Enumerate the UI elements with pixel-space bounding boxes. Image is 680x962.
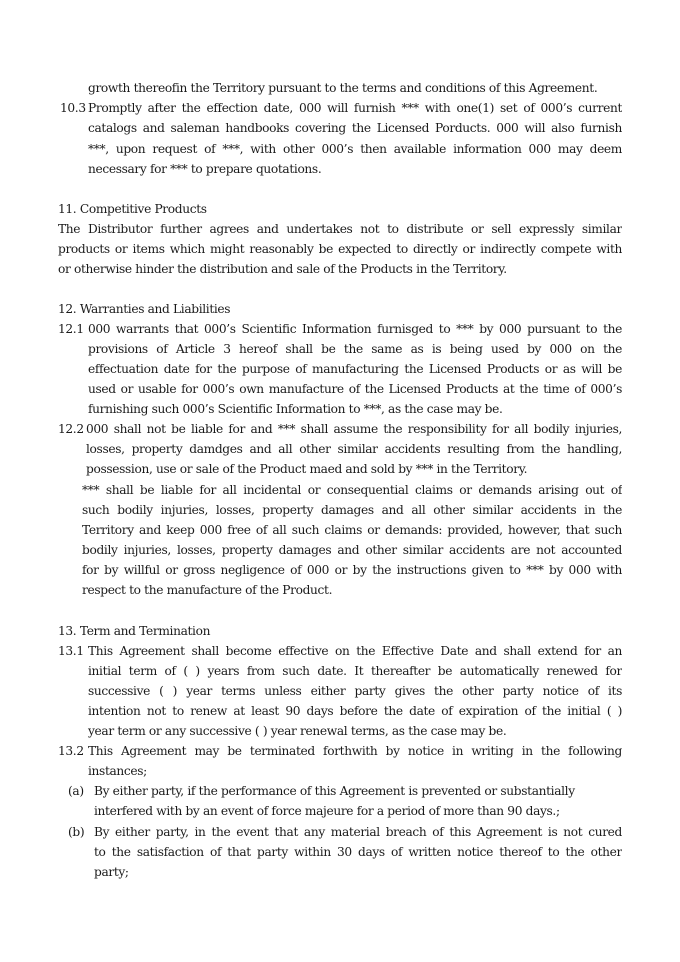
clause-13-1-line: This Agreement shall become effective on the Effective Date and shall extend for an xyxy=(88,644,622,658)
item-label-a: (a) xyxy=(68,784,84,798)
clause-number-12-2: 12.2 xyxy=(58,422,84,436)
clause-12-2-line: losses, property damdges and all other similar accidents resulting from the handling, xyxy=(86,442,622,456)
item-a-line: interfered with by an event of force majeure for a period of more than 90 days.; xyxy=(94,804,560,818)
clause-12-2-line: 000 shall not be liable for and *** shall assume the responsibility for all bodily injuries, xyxy=(86,422,622,436)
section-13-heading: 13. Term and Termination xyxy=(58,624,211,638)
clause-13-1-line: successive ( ) year terms unless either party gives the other party notice of its xyxy=(88,684,622,698)
clause-number-12-1: 12.1 xyxy=(58,322,84,336)
clause-12-2-para2-line: for by willful or gross negligence of 000 or by the instructions given to *** by 000 with xyxy=(82,563,622,577)
clause-12-2-para2-line: *** shall be liable for all incidental or consequential claims or demands arising out of xyxy=(82,483,622,497)
clause-13-1-line: initial term of ( ) years from such date. It thereafter be automatically renewed for xyxy=(88,664,622,678)
section-10-continuation: growth thereofin the Territory pursuant to the terms and conditions of this Agreement. xyxy=(88,81,598,95)
item-b-line: By either party, in the event that any material breach of this Agreement is not cured xyxy=(94,825,622,839)
clause-12-2-line: possession, use or sale of the Product maed and sold by *** in the Territory. xyxy=(86,462,528,476)
item-a-line: By either party, if the performance of this Agreement is prevented or substantially xyxy=(94,784,575,798)
clause-13-1-line: intention not to renew at least 90 days before the date of expiration of the initial ( ) xyxy=(88,704,622,718)
clause-10-3-line: necessary for *** to prepare quotations. xyxy=(88,162,322,176)
clause-number-13-2: 13.2 xyxy=(58,744,84,758)
section-11-heading: 11. Competitive Products xyxy=(58,202,207,216)
item-b-line: party; xyxy=(94,865,129,879)
clause-number-13-1: 13.1 xyxy=(58,644,84,658)
clause-12-1-line: 000 warrants that 000’s Scientific Information furnisged to *** by 000 pursuant to the xyxy=(88,322,622,336)
section-12-heading: 12. Warranties and Liabilities xyxy=(58,302,231,316)
clause-12-1-line: furnishing such 000’s Scientific Information to ***, as the case may be. xyxy=(88,402,503,416)
clause-13-1-line: year term or any successive ( ) year renewal terms, as the case may be. xyxy=(88,724,507,738)
clause-12-2-para2-line: Territory and keep 000 free of all such claims or demands: provided, however, that such xyxy=(82,523,622,537)
clause-12-2-para2-line: bodily injuries, losses, property damages and other similar accidents are not accounted xyxy=(82,543,622,557)
clause-13-2-line: This Agreement may be terminated forthwith by notice in writing in the following xyxy=(88,744,622,758)
clause-12-2-para2-line: respect to the manufacture of the Product. xyxy=(82,583,333,597)
clause-10-3-line: Promptly after the effection date, 000 will furnish *** with one(1) set of 000’s current xyxy=(88,101,622,115)
clause-12-1-line: effectuation date for the purpose of manufacturing the Licensed Products or as will be xyxy=(88,362,622,376)
item-label-b: (b) xyxy=(68,825,85,839)
clause-10-3-line: catalogs and saleman handbooks covering the Licensed Porducts. 000 will also furnish xyxy=(88,121,622,135)
clause-12-1-line: used or usable for 000’s own manufacture of the Licensed Products at the time of 000’s xyxy=(88,382,622,396)
clause-number-10-3: 10.3 xyxy=(60,101,86,115)
clause-12-1-line: provisions of Article 3 hereof shall be the same as is being used by 000 on the xyxy=(88,342,622,356)
item-b-line: to the satisfaction of that party within 30 days of written notice thereof to the other xyxy=(94,845,622,859)
clause-13-2-line: instances; xyxy=(88,764,147,778)
section-11-line: The Distributor further agrees and undertakes not to distribute or sell expressly similar xyxy=(58,222,622,236)
section-11-line: or otherwise hinder the distribution and sale of the Products in the Territory. xyxy=(58,262,507,276)
clause-12-2-para2-line: such bodily injuries, losses, property damages and all other similar accidents in the xyxy=(82,503,622,517)
section-11-line: products or items which might reasonably be expected to directly or indirectly compete with xyxy=(58,242,622,256)
clause-10-3-line: ***, upon request of ***, with other 000’s then available information 000 may deem xyxy=(88,142,622,156)
